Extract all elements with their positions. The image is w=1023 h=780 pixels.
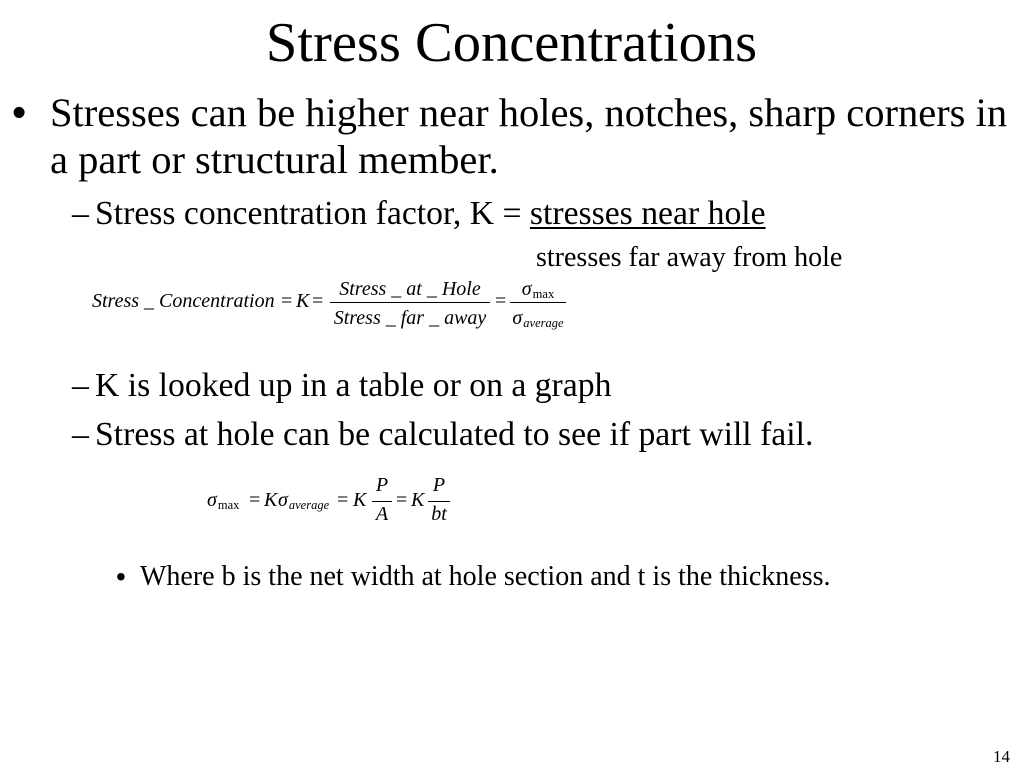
subscript-average: average (288, 498, 330, 512)
fraction-denominator: bt (431, 503, 447, 525)
k-symbol: K (296, 290, 310, 312)
equation-lhs: Stress _ Concentration (92, 290, 275, 312)
fraction-denominator (510, 306, 566, 330)
subscript-max: max (532, 287, 555, 301)
fraction-numerator (510, 277, 566, 301)
note-bullet-text: Where b is the net width at hole section and t is the thickness. (140, 561, 831, 592)
equals-sign: = (249, 489, 261, 511)
page-number: 14 (993, 747, 1010, 766)
equals-sign: = (281, 290, 293, 312)
subscript-max: max (217, 498, 240, 512)
sigma-symbol: σ (512, 307, 523, 329)
equals-sign: = (337, 489, 349, 511)
underlined-text: stresses near hole (529, 195, 766, 232)
k-symbol: K (264, 489, 278, 511)
fraction-sigma-ratio (510, 277, 566, 330)
dash-marker: – (72, 416, 89, 453)
fraction-denominator: A (375, 503, 389, 525)
sub-bullet-text: Stress concentration factor, K = (95, 195, 530, 232)
equals-sign: = (495, 290, 507, 312)
k-symbol: K (353, 489, 367, 511)
k-symbol: K (411, 489, 425, 511)
sigma-symbol: σ (521, 278, 532, 300)
sub-bullet-stress-at-hole: Stress at hole can be calculated to see if part will fail. (95, 416, 814, 453)
fraction-bar (510, 302, 566, 303)
sub-bullet-stress-concentration-factor (95, 194, 766, 234)
subscript-average: average (523, 316, 564, 330)
sigma-max-term (207, 488, 239, 512)
equals-sign: = (396, 489, 408, 511)
fraction-numerator: Stress _ at _ Hole (339, 278, 481, 300)
fraction-numerator: P (375, 474, 389, 496)
slide-title: Stress Concentrations (265, 12, 758, 74)
bullet-marker: • (116, 561, 126, 592)
fraction-numerator: P (432, 474, 446, 496)
sigma-symbol: σ (207, 489, 217, 511)
dash-marker: – (72, 367, 89, 404)
main-bullet-line-2: a part or structural member. (50, 137, 499, 182)
fraction-p-over-a (372, 473, 392, 526)
equation-max-stress (207, 473, 450, 527)
below-line-text: stresses far away from hole (536, 242, 843, 273)
fraction-p-over-bt (428, 473, 450, 526)
fraction-bar (330, 302, 490, 303)
fraction-stress-ratio (330, 277, 490, 330)
equals-sign: = (312, 290, 324, 312)
equation-stress-concentration (92, 277, 566, 333)
dash-marker: – (72, 195, 89, 232)
sigma-symbol: σ (278, 489, 288, 511)
sub-bullet-k-lookup: K is looked up in a table or on a graph (95, 367, 612, 404)
sigma-average-term (278, 488, 329, 512)
fraction-denominator: Stress _ far _ away (333, 307, 487, 329)
main-bullet-line-1: Stresses can be higher near holes, notches, sharp corners in (50, 90, 1008, 135)
bullet-marker: • (12, 89, 27, 135)
